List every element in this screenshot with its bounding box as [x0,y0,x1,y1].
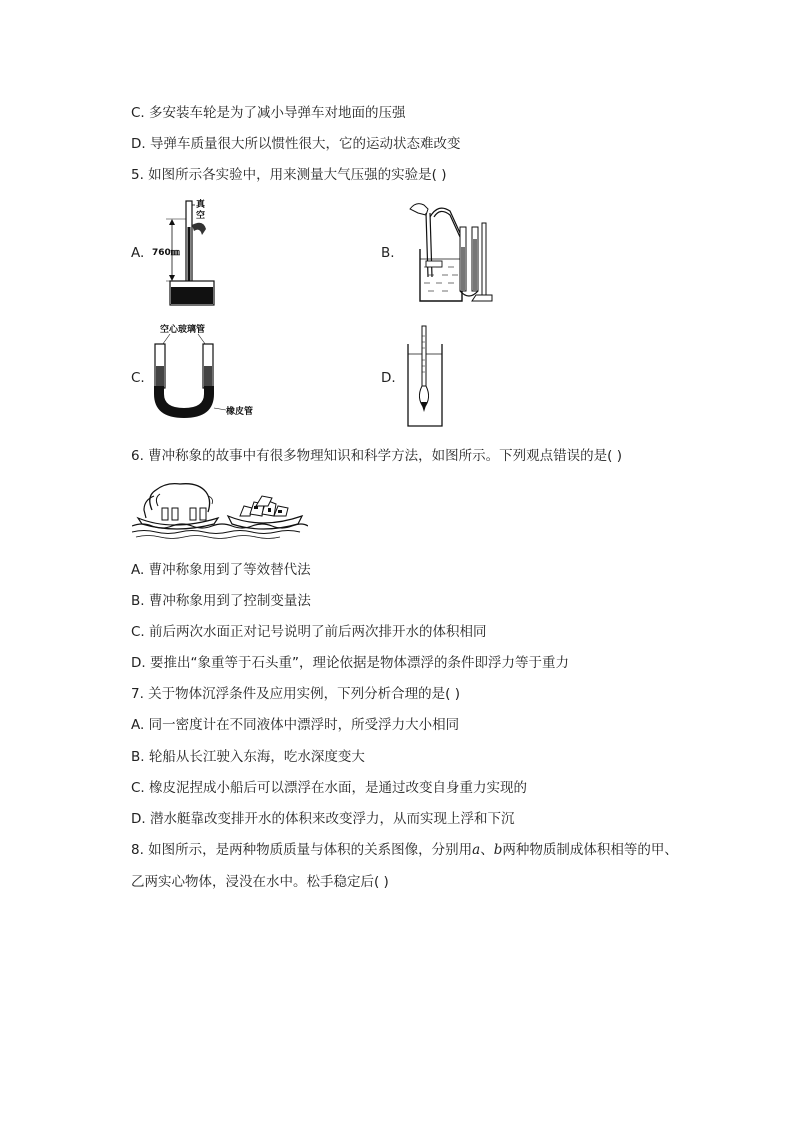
q5-option-d-label: D. [381,370,396,386]
q8-text-sep: 、 [480,842,494,858]
torricelli-experiment-figure [148,197,218,307]
rubber-tube-label: 橡皮管 [226,407,254,417]
q8-text-post: 两种物质制成体积相等的甲、 [502,842,678,858]
question-8-stem-line-1 [131,841,678,859]
q8-text-pre: 8. 如图所示，是两种物质质量与体积的关系图像，分别用 [131,842,473,858]
question-7-stem: 7. 关于物体沉浮条件及应用实例，下列分析合理的是( ) [131,686,460,702]
question-5-stem: 5. 如图所示各实验中，用来测量大气压强的实验是( ) [131,167,447,183]
q7-option-d: D. 潜水艇靠改变排开水的体积来改变浮力，从而实现上浮和下沉 [131,811,515,827]
height-760-label: 760㎜ [152,248,180,258]
q6-option-c: C. 前后两次水面正对记号说明了前后两次排开水的体积相同 [131,624,487,640]
vacuum-label: 真 [196,200,206,210]
manometer-experiment-figure [400,197,495,309]
q8-variable-b: b [493,842,503,858]
q5-option-c-label: C. [131,370,145,386]
q6-option-b: B. 曹冲称象用到了控制变量法 [131,593,311,609]
q5-option-a-label: A. [131,245,145,261]
question-8-stem-line-2: 乙两实心物体，浸没在水中。松手稳定后( ) [131,874,389,890]
option-c-text: C. 多安装车轮是为了减小导弹车对地面的压强 [131,105,406,121]
q7-option-a: A. 同一密度计在不同液体中漂浮时，所受浮力大小相同 [131,717,460,733]
q5-option-b-label: B. [381,245,395,261]
q6-option-d: D. 要推出“象重等于石头重”，理论依据是物体漂浮的条件即浮力等于重力 [131,655,569,671]
hollow-glass-tube-label: 空心玻璃管 [160,325,206,335]
option-d-text: D. 导弹车质量很大所以惯性很大，它的运动状态难改变 [131,136,461,152]
vacuum-label-2: 空 [196,211,206,221]
q7-option-b: B. 轮船从长江驶入东海，吃水深度变大 [131,749,365,765]
question-6-stem: 6. 曹冲称象的故事中有很多物理知识和科学方法，如图所示。下列观点错误的是( ) [131,448,622,464]
hydrometer-figure [400,322,450,430]
q7-option-c: C. 橡皮泥捏成小船后可以漂浮在水面，是通过改变自身重力实现的 [131,780,528,796]
cao-chong-elephant-figure [132,476,308,540]
q6-option-a: A. 曹冲称象用到了等效替代法 [131,562,311,578]
u-tube-figure [148,322,278,424]
q8-variable-a: a [472,842,481,858]
